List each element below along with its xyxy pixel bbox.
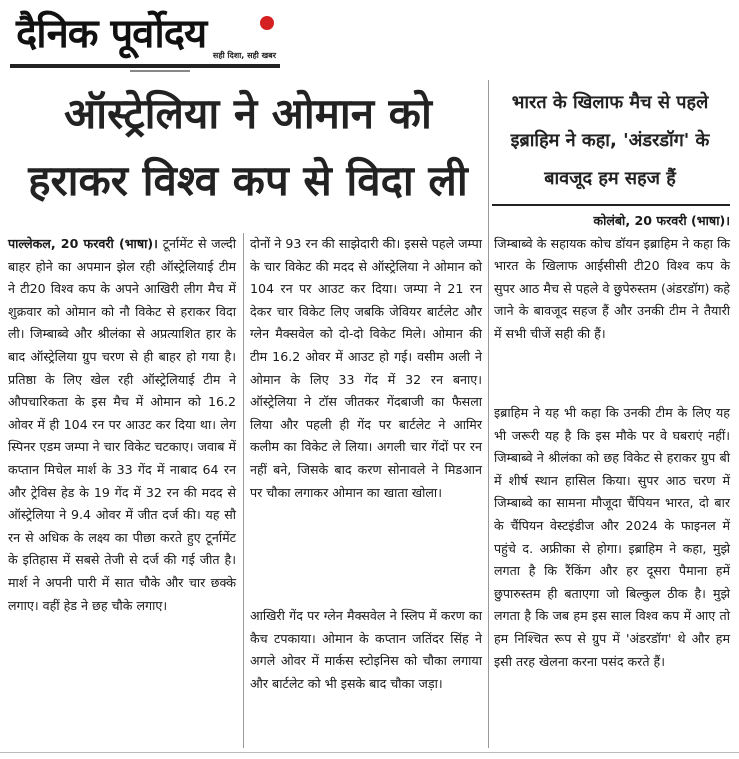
side-story-para-2: इब्राहिम ने यह भी कहा कि उनकी टीम के लिए यह भी जरूरी यह है कि इस मौके पर वे घबराएं नहीं। जिम्बाब्वे ने श्रीलंका को छह विकेट से हराकर ग्रुप बी में शीर्ष स्थान हासिल किया। सुपर आठ चरण में जिम्बाब्वे का सामना मौजूदा चैंपियन भारत, दो बार के चैंपियन वेस्टइंडीज और 2024 के फाइनल में पहुंचे द. अफ्रीका से होगा। इब्राहिम ने कहा, मुझे लगता है कि रैंकिंग और हर दूसरा पैमाना हमें छुपारुस्तम ही बताएगा जो बिल्कुल ठीक है। मुझे लगता है कि जब हम इस साल विश्व कप में आए तो हम निश्चित रूप से ग्रुप में 'अंडरडॉग' थे और हम इसी तरह खेलना करना पसंद करते हैं। (494, 405, 730, 669)
column-divider (243, 233, 244, 748)
side-headline-rule (492, 204, 730, 206)
masthead-subrule (130, 70, 190, 72)
side-dateline: कोलंबो, 20 फरवरी (भाषा)। (593, 213, 730, 228)
side-story-column (494, 210, 730, 346)
main-story-column-1 (8, 233, 236, 617)
main-headline: ऑस्ट्रेलिया ने ओमान को हराकर विश्व कप से विदा ली (28, 89, 468, 205)
main-story-column-2b (250, 605, 482, 695)
bottom-rule (0, 752, 739, 753)
main-story-text-2: दोनों ने 93 रन की साझेदारी की। इससे पहले जम्पा के चार विकेट की मदद से ऑस्ट्रेलिया ने ओमान को 104 रन पर आउट कर दिया। जम्पा ने 21 रन देकर चार विकेट लिए जबकि जेवियर बार्टलेट और ग्लेन मैक्सवेल को दो-दो विकेट मिले। ओमान की टीम 16.2 ओवर में आउट हो गई। वसीम अली ने ओमान के लिए 33 गेंद में 32 रन बनाए। ऑस्ट्रेलिया ने टॉस जीतकर गेंदबाजी का फैसला लिया और पहली ही गेंद पर बार्टलेट ने आमिर कलीम का विकेट ले लिया। अगली चार गेंदों पर रन नहीं बने, जिसके बाद करण सोनावले ने मिडआन पर चौका लगाकर ओमान का खाता खोला। (250, 236, 482, 500)
main-dateline: पाल्लेकल, 20 फरवरी (भाषा)। (8, 236, 158, 251)
newspaper-tagline: सही दिशा, सही खबर (212, 51, 276, 60)
main-story-text-1: टूर्नामेंट से जल्दी बाहर होने का अपमान झेल रही ऑस्ट्रेलियाई टीम ने टी20 विश्व कप के अपने आखिरी लीग मैच में शुक्रवार को ओमान को नौ विकेट से हराकर विदा ली। जिम्बाब्वे और श्रीलंका से अप्रत्याशित हार के बाद ऑस्ट्रेलिया ग्रुप चरण से ही बाहर हो गया है। प्रतिष्ठा के लिए खेल रही ऑस्ट्रेलियाई टीम ने औपचारिकता के इस मैच में ओमान को 16.2 ओवर में ही 104 रन पर आउट कर दिया था। लेग स्पिनर एडम जम्पा ने चार विकेट चटकाए। जवाब में कप्तान मिचेल मार्श के 33 गेंद में नाबाद 64 रन और ट्रेविस हेड के 19 गेंद में 32 रन की मदद से ऑस्ट्रेलिया ने 9.4 ओवर में जीत दर्ज की। यह सौ रन से अधिक के लक्ष्य का पीछा करते हुए टूर्नामेंट के इतिहास में सबसे तेजी से दर्ज की गई जीत है। मार्श ने अपनी पारी में सात चौके और चार छक्के लगाए। वहीं हेड ने छह चौके लगाए। (8, 236, 236, 613)
main-story-text-3: आखिरी गेंद पर ग्लेन मैक्सवेल ने स्लिप में करण का कैच टपकाया। ओमान के कप्तान जतिंदर सिंह ने अगले ओवर में मार्कस स्टोइनिस को चौका लगाया और बार्टलेट को भी इसके बाद चौका जड़ा। (250, 608, 482, 691)
logo-dot-icon (260, 16, 274, 30)
side-story-column-b (494, 402, 730, 673)
main-story-column-2 (250, 233, 482, 504)
story-divider (488, 80, 489, 748)
newspaper-title: दैनिक पूर्वोदय (16, 11, 207, 57)
side-story-para-1: जिम्बाब्वे के सहायक कोच डॉयन इब्राहिम ने कहा कि भारत के खिलाफ आईसीसी टी20 विश्व कप के सुपर आठ मैच से पहले वे छुपेरुस्तम (अंडरडॉग) कहे जाने के बावजूद सहज हैं और उनकी टीम ने तैयारी में सभी चीजें सही की हैं। (494, 235, 730, 341)
side-headline: भारत के खिलाफ मैच से पहले इब्राहिम ने कहा, 'अंडरडॉग' के बावजूद हम सहज हैं (510, 92, 710, 189)
masthead-rule (10, 64, 280, 68)
masthead (10, 4, 280, 74)
